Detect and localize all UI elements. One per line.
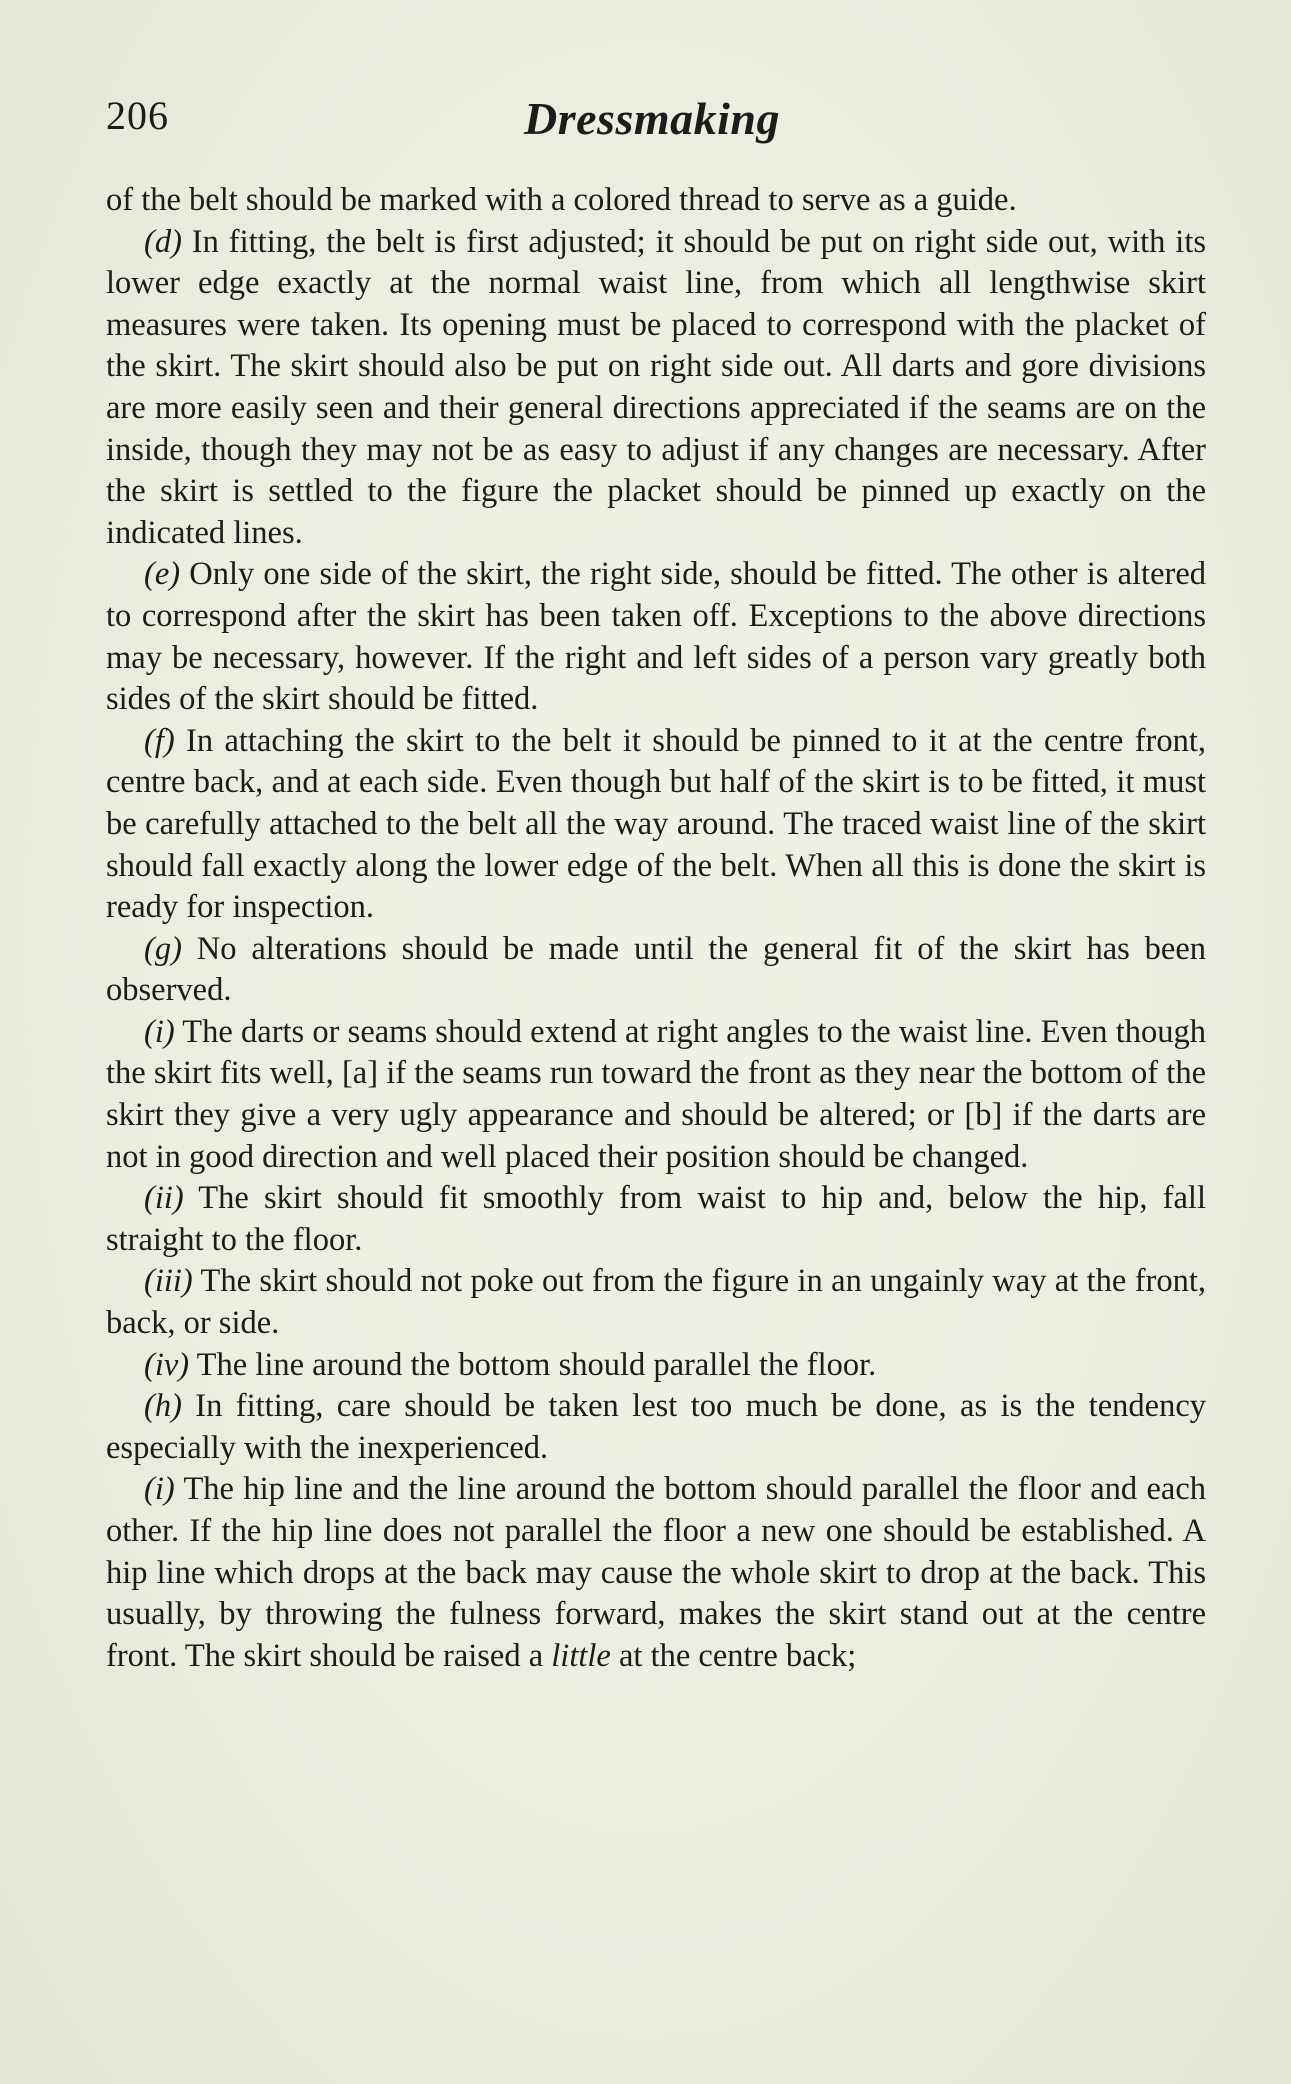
paragraph-text: Only one side of the skirt, the right side, should be fitted. The other is altered to correspond after the skirt has been taken off. Exceptions to the above directions may be necessary, however. If the right and left sides of a person vary greatly both sides of the skirt should be fitted.: [106, 556, 1206, 718]
paragraph-text: In fitting, care should be taken lest too much be done, as is the tendency especially with the inexperienced.: [106, 1388, 1206, 1466]
paragraph-label: (ii): [144, 1180, 184, 1217]
paragraph-text: In fitting, the belt is first adjusted; it should be put on right side out, with its lower edge exactly at the normal waist line, from which all lengthwise skirt measures were taken. Its opening must be placed to correspond with the placket of the skirt. The skirt should also be put on right side out. All darts and gore divisions are more easily seen and their general directions appreciated if the seams are on the inside, though they may not be as easy to adjust if any changes are necessary. After the skirt is settled to the figure the placket should be pinned up exactly on the indicated lines.: [106, 223, 1206, 551]
paragraph-h: [106, 1386, 1206, 1469]
paragraph-label: (i): [144, 1013, 175, 1050]
paragraph-d: [106, 222, 1206, 555]
paragraph-label: (d): [144, 223, 182, 260]
paragraph-text: The skirt should not poke out from the figure in an ungainly way at the front, back, or side.: [106, 1263, 1206, 1342]
paragraph-g-iv: [106, 1345, 1206, 1387]
paragraph-label: (iv): [144, 1346, 190, 1383]
paragraph-g-iii: [106, 1261, 1206, 1344]
paragraph-label: (f): [144, 722, 175, 759]
paragraph-label: (h): [144, 1388, 182, 1425]
paragraph-text: The line around the bottom should parallel the floor.: [189, 1346, 877, 1383]
paragraph-g: [106, 929, 1206, 1012]
running-title: Dressmaking: [524, 93, 780, 144]
paragraph-text: No alterations should be made until the general fit of the skirt has been observed.: [106, 930, 1206, 1009]
paragraph-g-ii: [106, 1178, 1206, 1261]
paragraph-label: (g): [144, 930, 182, 967]
emphasis-text: little: [551, 1637, 611, 1674]
paragraph-tail: at the centre back;: [610, 1637, 857, 1674]
paragraph-label: (i): [144, 1471, 175, 1508]
paragraph-text: The skirt should fit smoothly from waist to hip and, below the hip, fall straight to the floor.: [106, 1180, 1206, 1258]
page-number: 206: [106, 93, 169, 138]
paragraph-e: [106, 554, 1206, 720]
paragraph-text: of the belt should be marked with a colored thread to serve as a guide.: [106, 182, 1017, 218]
running-head: [106, 92, 1206, 152]
body-text: [106, 180, 1206, 1677]
paragraph-i: [106, 1469, 1206, 1677]
paragraph-continuation: [106, 180, 1206, 222]
paragraph-f: [106, 721, 1206, 929]
paragraph-text: In attaching the skirt to the belt it should be pinned to it at the centre front, centre back, and at each side. Even though but half of the skirt is to be fitted, it must be carefully attached to the belt all the way around. The traced waist line of the skirt should fall exactly along the lower edge of the belt. When all this is done the skirt is ready for inspection.: [106, 722, 1206, 926]
paragraph-g-i: [106, 1012, 1206, 1178]
paragraph-text: The hip line and the line around the bottom should parallel the floor and each other. If the hip line does not parallel the floor a new one should be established. A hip line which drops at the back may cause the whole skirt to drop at the back. This usually, by throwing the fulness forward, makes the skirt stand out at the centre front. The skirt should be raised a: [106, 1471, 1206, 1674]
paragraph-text: The darts or seams should extend at right angles to the waist line. Even though the skirt fits well, [a] if the seams run toward the front as they near the bottom of the skirt they give a very ugly appearance and should be altered; or [b] if the darts are not in good direction and well placed their position should be changed.: [106, 1013, 1206, 1175]
paragraph-label: (e): [144, 556, 181, 593]
paragraph-label: (iii): [144, 1263, 193, 1300]
